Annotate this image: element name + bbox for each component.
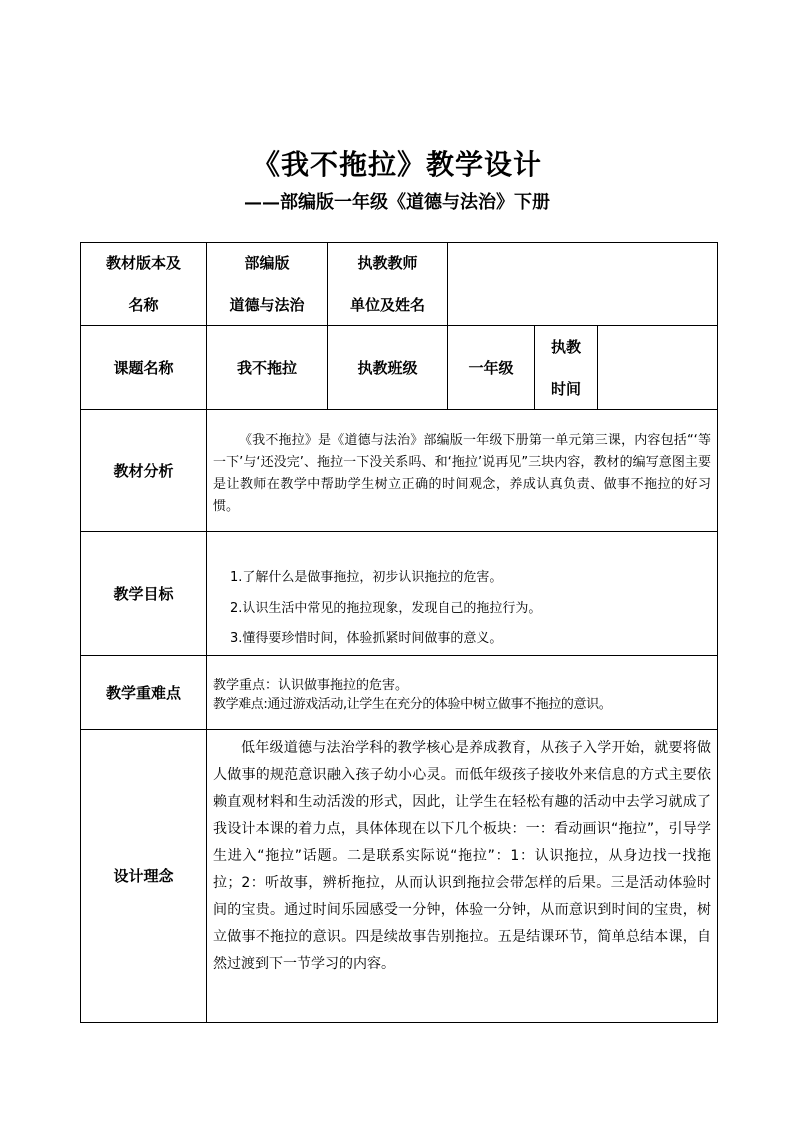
keypoints-label: 教学重难点: [105, 683, 181, 702]
goal-item: 1.了解什么是做事拖拉，初步认识拖拉的危害。: [230, 570, 503, 585]
lesson-title-label: 课题名称: [113, 358, 174, 377]
edition-value-line1: 部编版: [244, 254, 290, 272]
class-label: 执教班级: [357, 358, 418, 377]
teacher-label-cell: [328, 243, 447, 325]
goal-item: 3.懂得要珍惜时间，体验抓紧时间做事的意义。: [230, 631, 503, 646]
analysis-label: 教材分析: [113, 461, 174, 480]
page-subtitle: ——部编版一年级《道德与法治》下册: [244, 192, 550, 213]
teaching-difficulty: 教学难点:通过游戏活动,让学生在充分的体验中树立做事不拖拉的意识。: [213, 697, 612, 712]
edition-value-line2: 道德与法治: [229, 296, 305, 314]
page-title: 《我不拖拉》教学设计: [251, 148, 542, 181]
lesson-title-value: 我不拖拉: [236, 358, 297, 377]
edition-label-line2: 名称: [128, 296, 159, 314]
goal-item: 2.认识生活中常见的拖拉现象，发现自己的拖拉行为。: [230, 601, 542, 616]
time-value: [598, 326, 717, 409]
edition-value-cell: [207, 243, 327, 325]
edition-label-cell: [81, 243, 206, 325]
time-label-cell: [535, 326, 597, 409]
class-value: 一年级: [468, 358, 514, 377]
teacher-value-cell: [448, 243, 717, 325]
design-text: 低年级道德与法治学科的教学核心是养成教育，从孩子入学开始，就要将做人做事的规范意识融入孩子幼小心灵。而低年级孩子接收外来信息的方式主要依赖直观材料和生动活泼的形式，因此，让学生在轻松有趣的活动中去学习就成了我设计本课的着力点，具体体现在以下几个板块：一：看动画识“拖拉”，引导学生进入“拖拉”话题。二是联系实际说“拖拉”：1：认识拖拉，从身边找一找拖拉；2：听故事，辨析拖拉，从而认识到拖拉会带怎样的后果。三是活动体验时间的宝贵。通过时间乐园感受一分钟，体验一分钟，从而意识到时间的宝贵，树立做事不拖拉的意识。四是续故事告别拖拉。五是结课环节，简单总结本课，自然过渡到下一节学习的内容。: [213, 740, 711, 972]
time-label-line1: 执教: [550, 337, 581, 356]
goals-label: 教学目标: [113, 584, 174, 603]
time-label-line2: 时间: [550, 379, 581, 398]
design-label: 设计理念: [113, 867, 174, 885]
edition-label-line1: 教材版本及: [105, 254, 181, 272]
teaching-focus: 教学重点：认识做事拖拉的危害。: [213, 678, 409, 693]
teacher-label-line2: 单位及姓名: [349, 296, 425, 314]
teacher-label-line1: 执教教师: [357, 254, 418, 272]
analysis-text: 《我不拖拉》是《道德与法治》部编版一年级下册第一单元第三课，内容包括“‘等一下’与‘还没完’、拖拉一下没关系吗、和‘拖拉’说再见”三块内容，教材的编写意图主要是让教师在教学中帮助学生树立正确的时间观念，养成认真负责、做事不拖拉的好习惯。: [213, 433, 711, 514]
